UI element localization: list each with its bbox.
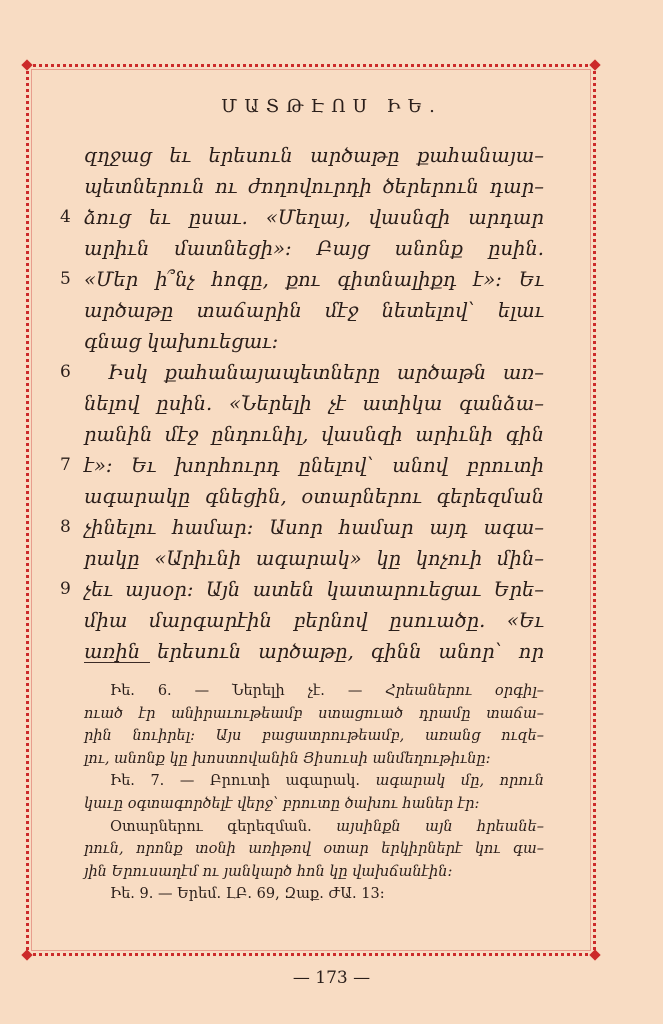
border-corner-ornament [589,59,600,70]
footnote-ref: Օտարներու գերեզման. [110,818,312,835]
footnote-line: րին նուիրել։ Այս բացատրութեամբ, առանց ուզե– [84,728,544,745]
verse-line: զղջաց եւ երեսուն արծաթը քահանայա– [84,144,544,167]
verse-number: 7 [60,455,71,475]
verse-line: 6 Իսկ քահանայապետները արծաթն առ– [84,357,544,388]
verse-line: րանին մէջ ընդունիլ, վասնզի արիւնի գին [84,423,544,446]
footnote-line: ուած էր անիրաւութեամբ ստացուած դրամը տաճա– [84,705,544,722]
verse-line: ագարակը գնեցին, օտարներու գերեզման [84,485,544,508]
border-corner-ornament [21,59,32,70]
verse-line: 7 է»։ Եւ խորհուրդ ընելով՝ անով բրուտի [84,450,544,481]
verse-line: արծաթը տաճարին մէջ նետելով՝ ելաւ [84,299,544,322]
footnote-line: լու, անոնք կը խոստովանին Յիսուսի անմեղութիւնը։ [84,750,491,767]
verse-line: պետներուն ու ժողովուրդի ծերերուն դար– [84,175,544,198]
footnote-ref: Իե. 7. — Բրուտի ագարակ. [110,773,361,790]
footnote-line: Իե. 6. — Ներելի չէ. — Հրեաներու օրգիլ– [110,683,545,699]
verse-line: 5 «Մեր ի՞նչ հոգը, քու գիտնալիքդ է»։ Եւ [84,264,544,295]
verse-line: րակը «Արիւնի ագարակ» կը կոչուի մին– [84,547,544,570]
verse-number: 8 [60,517,71,537]
footnote-line: Իե. 7. — Բրուտի ագարակ. ագարակ մը, որուն [110,773,544,790]
footnote-line: Օտարներու գերեզման. այսինքն այն հրեանե– [110,818,544,835]
verse-number: 4 [60,207,71,227]
page-number: — 173 — [292,968,371,988]
page-title: ՄԱՏԹԷՈՍ ԻԵ. [221,96,442,117]
verse-line: 4 ձուց եւ ըսաւ. «Մեղայ, վասնզի արդար [84,202,544,233]
verse-line: միա մարգարէին բերնով ըսուածը. «Եւ [84,609,544,632]
border-corner-ornament [21,949,32,960]
footnote-line: յին Երուսաղէմ ու յանկարծ հոն կը վախճանէին։ [84,863,453,880]
footnote-ref: Իե. 9. — Երեմ. ԼԲ. 69, Զաք. ԺԱ. 13։ [110,886,385,903]
border-corner-ornament [589,949,600,960]
verse-line: 9 չեւ այսօր։ Այն ատեն կատարուեցաւ Երե– [84,574,544,605]
footnote-ref: Իե. 6. — Ներելի չէ. — [110,683,363,699]
verse-text [60,140,544,667]
verse-line: գնաց կախուեցաւ։ [84,330,279,353]
footnotes [84,680,544,906]
footnote-line: կաւը օգտագործելէ վերջ՝ բրուտը ծախու հաներ էր։ [84,795,480,812]
footnote-line [84,883,544,906]
verse-number: 9 [60,579,71,599]
footnote-line: րուն, որոնք տօնի առիթով օտար երկիրներէ կու գա– [84,841,544,858]
verse-line: արիւն մատնեցի»։ Բայց անոնք ըսին. [84,237,544,260]
verse-line: նելով ըսին. «Ներելի չէ ատիկա գանձա– [84,392,544,415]
footnote-separator [84,662,150,663]
verse-number: 6 [60,362,71,382]
verse-line: 8 չինելու համար։ Ասոր համար այդ ագա– [84,512,544,543]
verse-number: 5 [60,269,71,289]
verse-line: առին երեսուն արծաթը, գինն անոր՝ որ [84,640,544,663]
